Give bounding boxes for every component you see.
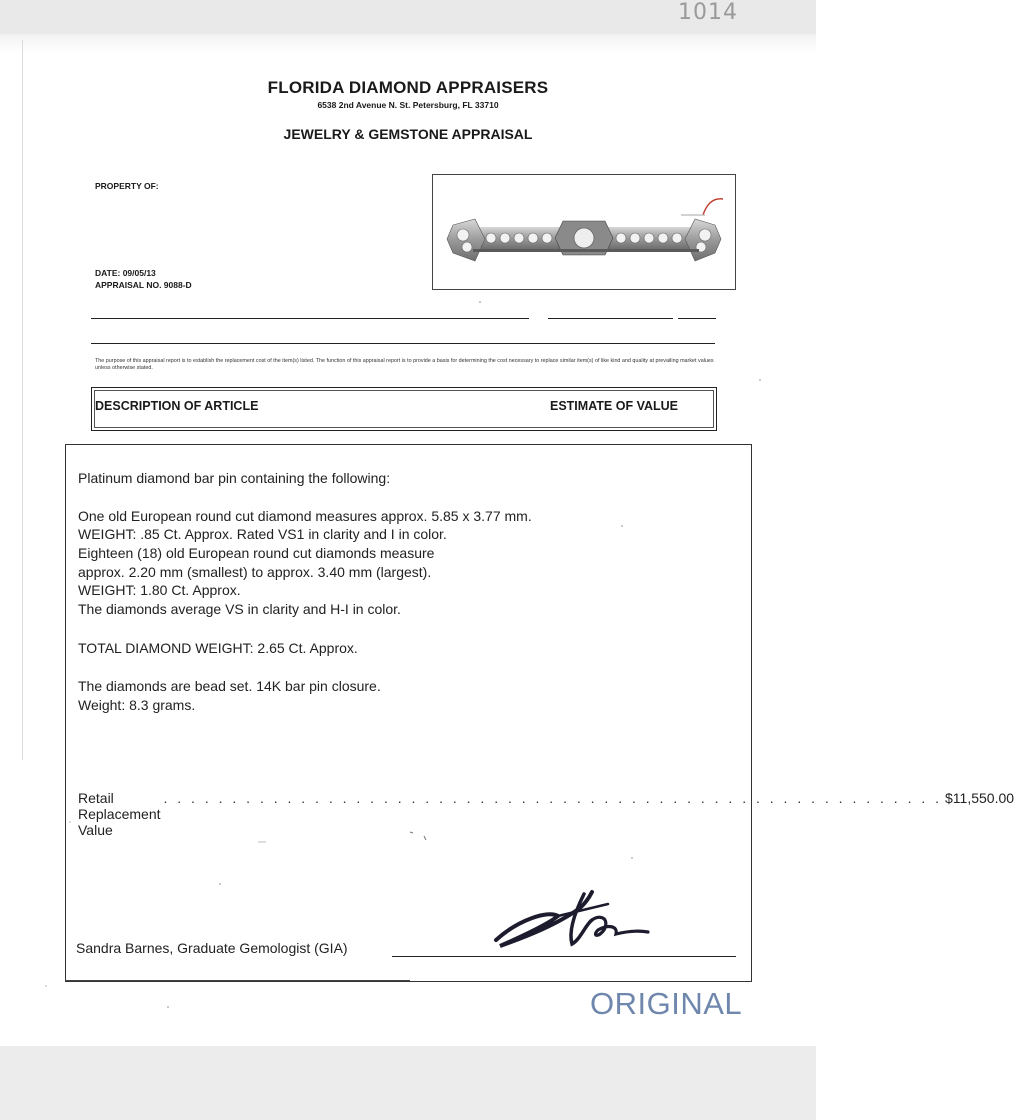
- box-bottom-shadow: [65, 980, 410, 981]
- value-label: Retail Replacement Value: [78, 790, 161, 838]
- company-address: 6538 2nd Avenue N. St. Petersburg, FL 33710: [317, 100, 499, 110]
- description-line: approx. 2.20 mm (smallest) to approx. 3.40 mm (largest).: [78, 564, 432, 580]
- document-title: JEWELRY & GEMSTONE APPRAISAL: [283, 126, 533, 142]
- description-line: One old European round cut diamond measures approx. 5.85 x 3.77 mm.: [78, 508, 532, 524]
- appraisal-number: APPRAISAL NO. 9088-D: [95, 280, 192, 290]
- value-amount: $11,550.00: [945, 790, 1014, 806]
- description-line: WEIGHT: 1.80 Ct. Approx.: [78, 582, 241, 598]
- property-label: PROPERTY OF:: [95, 181, 159, 191]
- description-intro: Platinum diamond bar pin containing the following:: [78, 470, 391, 486]
- blank-line: [91, 343, 715, 344]
- blank-line: [548, 318, 673, 319]
- scan-shadow: [0, 34, 816, 54]
- scan-bottom-edge: [0, 1046, 816, 1120]
- description-line: The diamonds are bead set. 14K bar pin closure.: [78, 678, 381, 694]
- leader-dots: . . . . . . . . . . . . . . . . . . . . . . . . . . . . . . . . . . . . . . . . . . . . . . . . . . . . . . . . .: [163, 790, 943, 806]
- date-line: DATE: 09/05/13: [95, 268, 156, 278]
- estimate-header: ESTIMATE OF VALUE: [550, 399, 679, 413]
- description-line: WEIGHT: .85 Ct. Approx. Rated VS1 in clarity and I in color.: [78, 526, 447, 542]
- scan-edge-line: [22, 40, 23, 760]
- original-stamp: ORIGINAL: [590, 986, 743, 1021]
- company-name: FLORIDA DIAMOND APPRAISERS: [267, 78, 549, 97]
- signature: [488, 880, 658, 960]
- page-number: 1014: [678, 0, 738, 25]
- bar-pin-image: [433, 175, 735, 289]
- disclaimer-text: The purpose of this appraisal report is to establish the replacement cost of the item(s) listed. The function of this appraisal report is to provide a basis for determining the cost necessary to replace similar item(s) of like kind and quality at prevailing market values unless otherwise stated.: [95, 358, 714, 371]
- signatory-name: Sandra Barnes, Graduate Gemologist (GIA): [76, 940, 348, 956]
- item-photo: [432, 174, 736, 290]
- blank-line: [678, 318, 716, 319]
- total-diamond-weight: TOTAL DIAMOND WEIGHT: 2.65 Ct. Approx.: [78, 640, 358, 656]
- description-header: DESCRIPTION OF ARTICLE: [95, 399, 259, 413]
- description-line: The diamonds average VS in clarity and H-I in color.: [78, 601, 401, 617]
- description-line: Eighteen (18) old European round cut diamonds measure: [78, 545, 435, 561]
- replacement-value-row: [78, 790, 1014, 838]
- blank-line: [91, 318, 529, 319]
- description-line: Weight: 8.3 grams.: [78, 697, 196, 713]
